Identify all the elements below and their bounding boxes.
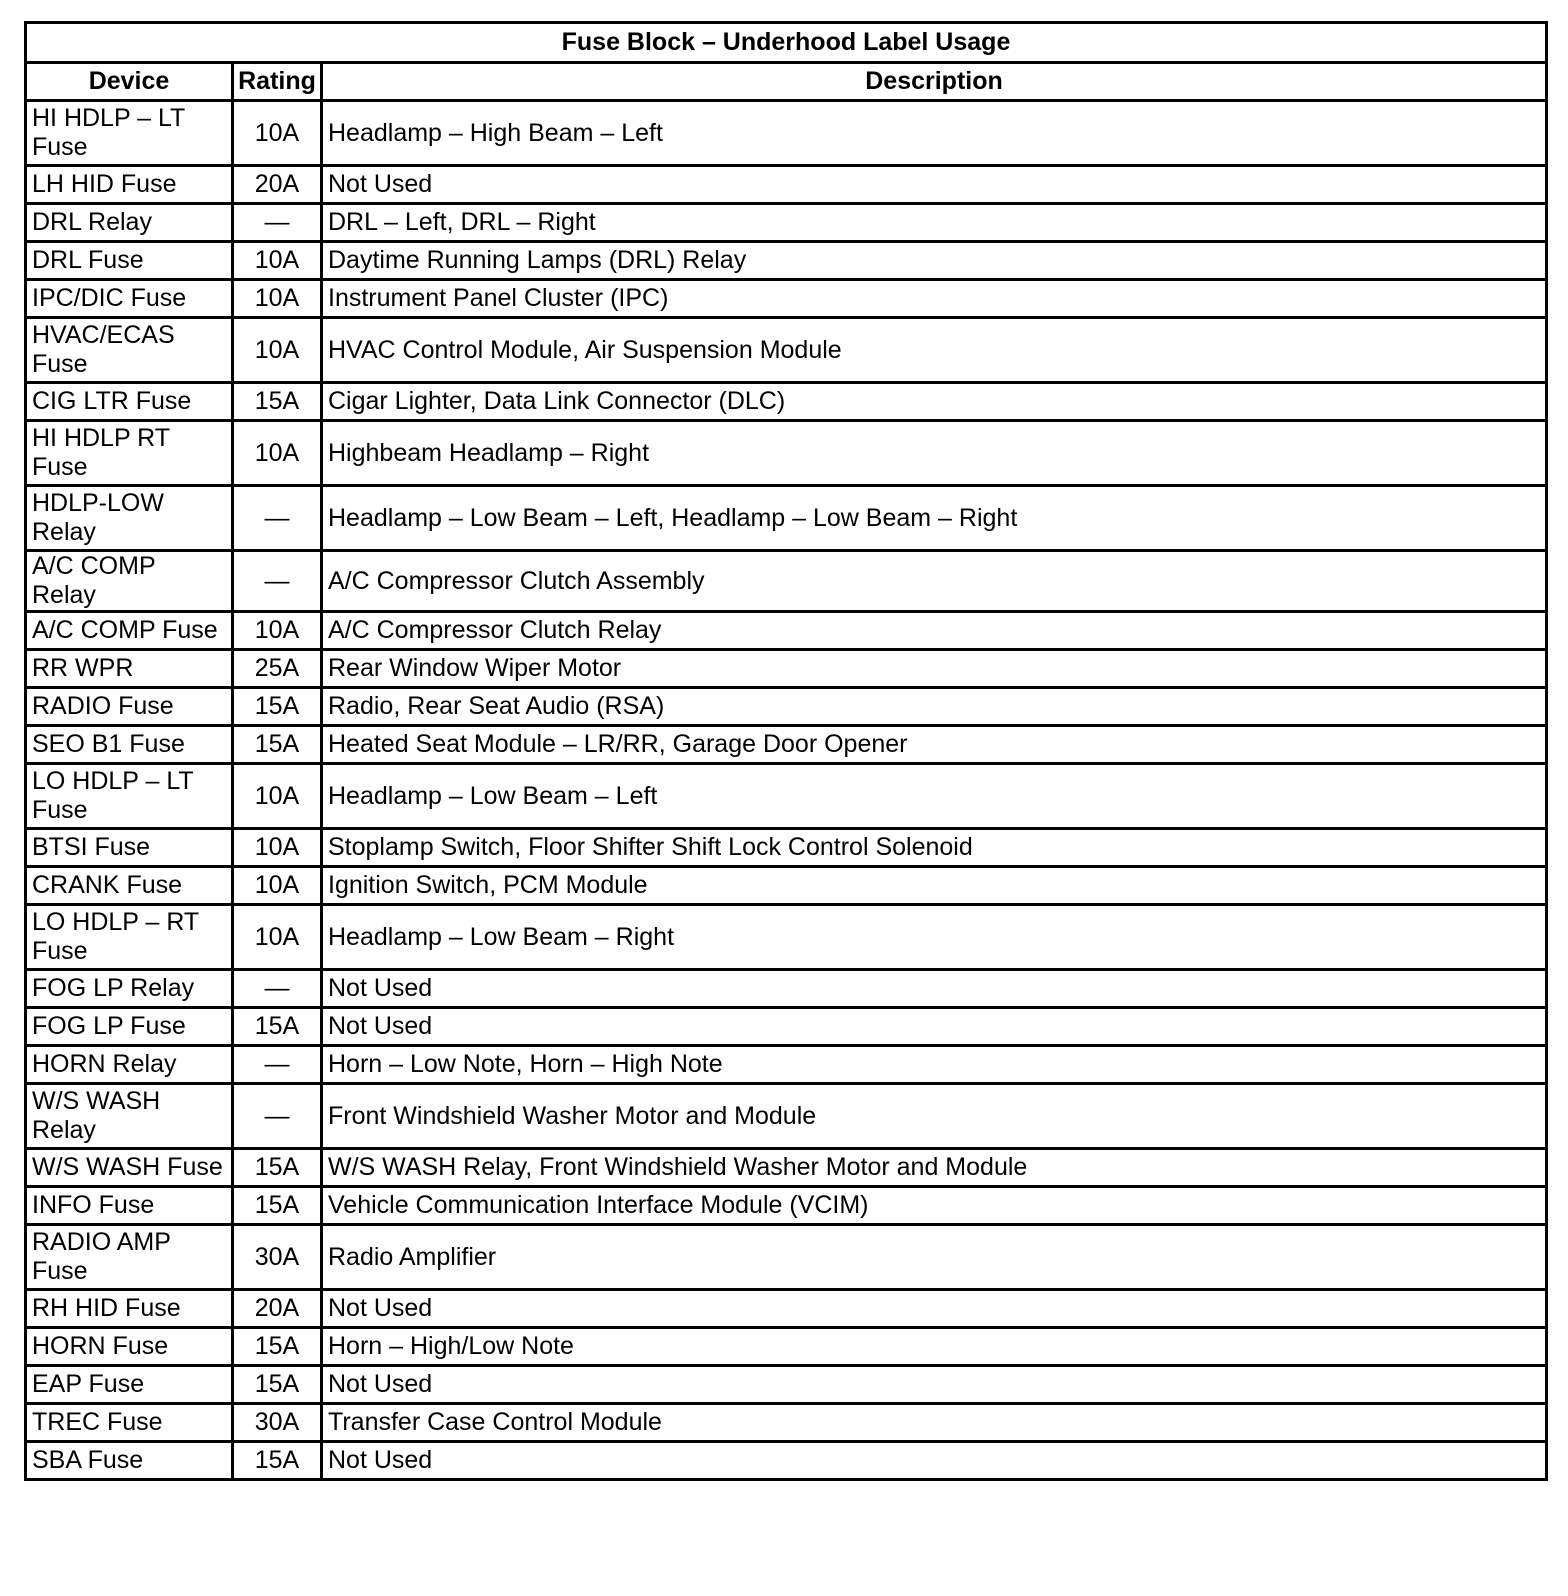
description-cell: Radio Amplifier [322, 1225, 1547, 1290]
table-title: Fuse Block – Underhood Label Usage [26, 23, 1547, 63]
device-cell: CIG LTR Fuse [26, 383, 233, 421]
rating-cell: 10A [233, 421, 322, 486]
table-row [26, 867, 1547, 905]
description-cell: Headlamp – Low Beam – Right [322, 905, 1547, 970]
rating-cell: 15A [233, 383, 322, 421]
rating-cell: 10A [233, 905, 322, 970]
rating-cell: — [233, 1084, 322, 1149]
table-row [26, 280, 1547, 318]
description-cell: Radio, Rear Seat Audio (RSA) [322, 688, 1547, 726]
device-cell: HORN Fuse [26, 1328, 233, 1366]
description-cell: Headlamp – Low Beam – Left [322, 764, 1547, 829]
device-cell: HVAC/ECAS Fuse [26, 318, 233, 383]
device-cell: HDLP-LOW Relay [26, 486, 233, 551]
column-header-rating: Rating [233, 63, 322, 101]
table-row [26, 383, 1547, 421]
table-row [26, 1290, 1547, 1328]
table-row [26, 166, 1547, 204]
description-cell: Rear Window Wiper Motor [322, 650, 1547, 688]
rating-cell: 10A [233, 612, 322, 650]
rating-cell: 25A [233, 650, 322, 688]
device-cell: DRL Relay [26, 204, 233, 242]
rating-cell: 15A [233, 726, 322, 764]
device-cell: SEO B1 Fuse [26, 726, 233, 764]
device-cell: EAP Fuse [26, 1366, 233, 1404]
device-cell: FOG LP Fuse [26, 1008, 233, 1046]
table-row [26, 612, 1547, 650]
table-title-row [26, 23, 1547, 63]
rating-cell: 10A [233, 318, 322, 383]
device-cell: SBA Fuse [26, 1442, 233, 1480]
column-header-description: Description [322, 63, 1547, 101]
rating-cell: — [233, 551, 322, 612]
description-cell: Stoplamp Switch, Floor Shifter Shift Lock Control Solenoid [322, 829, 1547, 867]
description-cell: Cigar Lighter, Data Link Connector (DLC) [322, 383, 1547, 421]
table-row [26, 421, 1547, 486]
description-cell: A/C Compressor Clutch Assembly [322, 551, 1547, 612]
device-cell: HI HDLP RT Fuse [26, 421, 233, 486]
rating-cell: 10A [233, 242, 322, 280]
table-row [26, 242, 1547, 280]
rating-cell: 15A [233, 1149, 322, 1187]
description-cell: HVAC Control Module, Air Suspension Module [322, 318, 1547, 383]
table-row [26, 1328, 1547, 1366]
rating-cell: — [233, 1046, 322, 1084]
device-cell: RH HID Fuse [26, 1290, 233, 1328]
description-cell: Transfer Case Control Module [322, 1404, 1547, 1442]
rating-cell: 15A [233, 1187, 322, 1225]
device-cell: FOG LP Relay [26, 970, 233, 1008]
device-cell: TREC Fuse [26, 1404, 233, 1442]
device-cell: DRL Fuse [26, 242, 233, 280]
table-row [26, 905, 1547, 970]
table-row [26, 1404, 1547, 1442]
table-row [26, 970, 1547, 1008]
rating-cell: 20A [233, 166, 322, 204]
device-cell: RADIO Fuse [26, 688, 233, 726]
description-cell: Vehicle Communication Interface Module (VCIM) [322, 1187, 1547, 1225]
rating-cell: 15A [233, 1328, 322, 1366]
description-cell: Front Windshield Washer Motor and Module [322, 1084, 1547, 1149]
table-row [26, 1442, 1547, 1480]
device-cell: A/C COMP Fuse [26, 612, 233, 650]
device-cell: LH HID Fuse [26, 166, 233, 204]
rating-cell: 10A [233, 280, 322, 318]
device-cell: LO HDLP – RT Fuse [26, 905, 233, 970]
rating-cell: — [233, 486, 322, 551]
table-header-row [26, 63, 1547, 101]
description-cell: Not Used [322, 1290, 1547, 1328]
device-cell: RR WPR [26, 650, 233, 688]
description-cell: Not Used [322, 166, 1547, 204]
description-cell: Horn – High/Low Note [322, 1328, 1547, 1366]
description-cell: Not Used [322, 1008, 1547, 1046]
device-cell: INFO Fuse [26, 1187, 233, 1225]
rating-cell: 30A [233, 1225, 322, 1290]
description-cell: Horn – Low Note, Horn – High Note [322, 1046, 1547, 1084]
rating-cell: 15A [233, 1366, 322, 1404]
table-body [26, 101, 1547, 1480]
device-cell: CRANK Fuse [26, 867, 233, 905]
device-cell: IPC/DIC Fuse [26, 280, 233, 318]
table-row [26, 688, 1547, 726]
rating-cell: 15A [233, 1442, 322, 1480]
table-row [26, 1046, 1547, 1084]
description-cell: Daytime Running Lamps (DRL) Relay [322, 242, 1547, 280]
description-cell: DRL – Left, DRL – Right [322, 204, 1547, 242]
description-cell: Instrument Panel Cluster (IPC) [322, 280, 1547, 318]
rating-cell: 30A [233, 1404, 322, 1442]
table-row [26, 726, 1547, 764]
rating-cell: 10A [233, 764, 322, 829]
rating-cell: 15A [233, 688, 322, 726]
description-cell: Heated Seat Module – LR/RR, Garage Door Opener [322, 726, 1547, 764]
description-cell: Ignition Switch, PCM Module [322, 867, 1547, 905]
description-cell: Not Used [322, 970, 1547, 1008]
rating-cell: 10A [233, 101, 322, 166]
device-cell: HORN Relay [26, 1046, 233, 1084]
device-cell: RADIO AMP Fuse [26, 1225, 233, 1290]
table-row [26, 1149, 1547, 1187]
rating-cell: — [233, 204, 322, 242]
table-row [26, 204, 1547, 242]
rating-cell: 10A [233, 867, 322, 905]
description-cell: Not Used [322, 1366, 1547, 1404]
description-cell: A/C Compressor Clutch Relay [322, 612, 1547, 650]
table-row [26, 486, 1547, 551]
description-cell: W/S WASH Relay, Front Windshield Washer Motor and Module [322, 1149, 1547, 1187]
rating-cell: — [233, 970, 322, 1008]
table-row [26, 1366, 1547, 1404]
rating-cell: 20A [233, 1290, 322, 1328]
description-cell: Headlamp – High Beam – Left [322, 101, 1547, 166]
description-cell: Not Used [322, 1442, 1547, 1480]
description-cell: Highbeam Headlamp – Right [322, 421, 1547, 486]
device-cell: A/C COMP Relay [26, 551, 233, 612]
table-row [26, 101, 1547, 166]
fuse-block-table [24, 21, 1548, 1481]
device-cell: W/S WASH Relay [26, 1084, 233, 1149]
device-cell: HI HDLP – LT Fuse [26, 101, 233, 166]
column-header-device: Device [26, 63, 233, 101]
rating-cell: 10A [233, 829, 322, 867]
table-row [26, 1225, 1547, 1290]
table-row [26, 1008, 1547, 1046]
table-row [26, 650, 1547, 688]
table-row [26, 1187, 1547, 1225]
table-row [26, 829, 1547, 867]
device-cell: W/S WASH Fuse [26, 1149, 233, 1187]
device-cell: BTSI Fuse [26, 829, 233, 867]
table-row [26, 1084, 1547, 1149]
rating-cell: 15A [233, 1008, 322, 1046]
table-row [26, 551, 1547, 612]
description-cell: Headlamp – Low Beam – Left, Headlamp – Low Beam – Right [322, 486, 1547, 551]
device-cell: LO HDLP – LT Fuse [26, 764, 233, 829]
table-row [26, 764, 1547, 829]
table-row [26, 318, 1547, 383]
